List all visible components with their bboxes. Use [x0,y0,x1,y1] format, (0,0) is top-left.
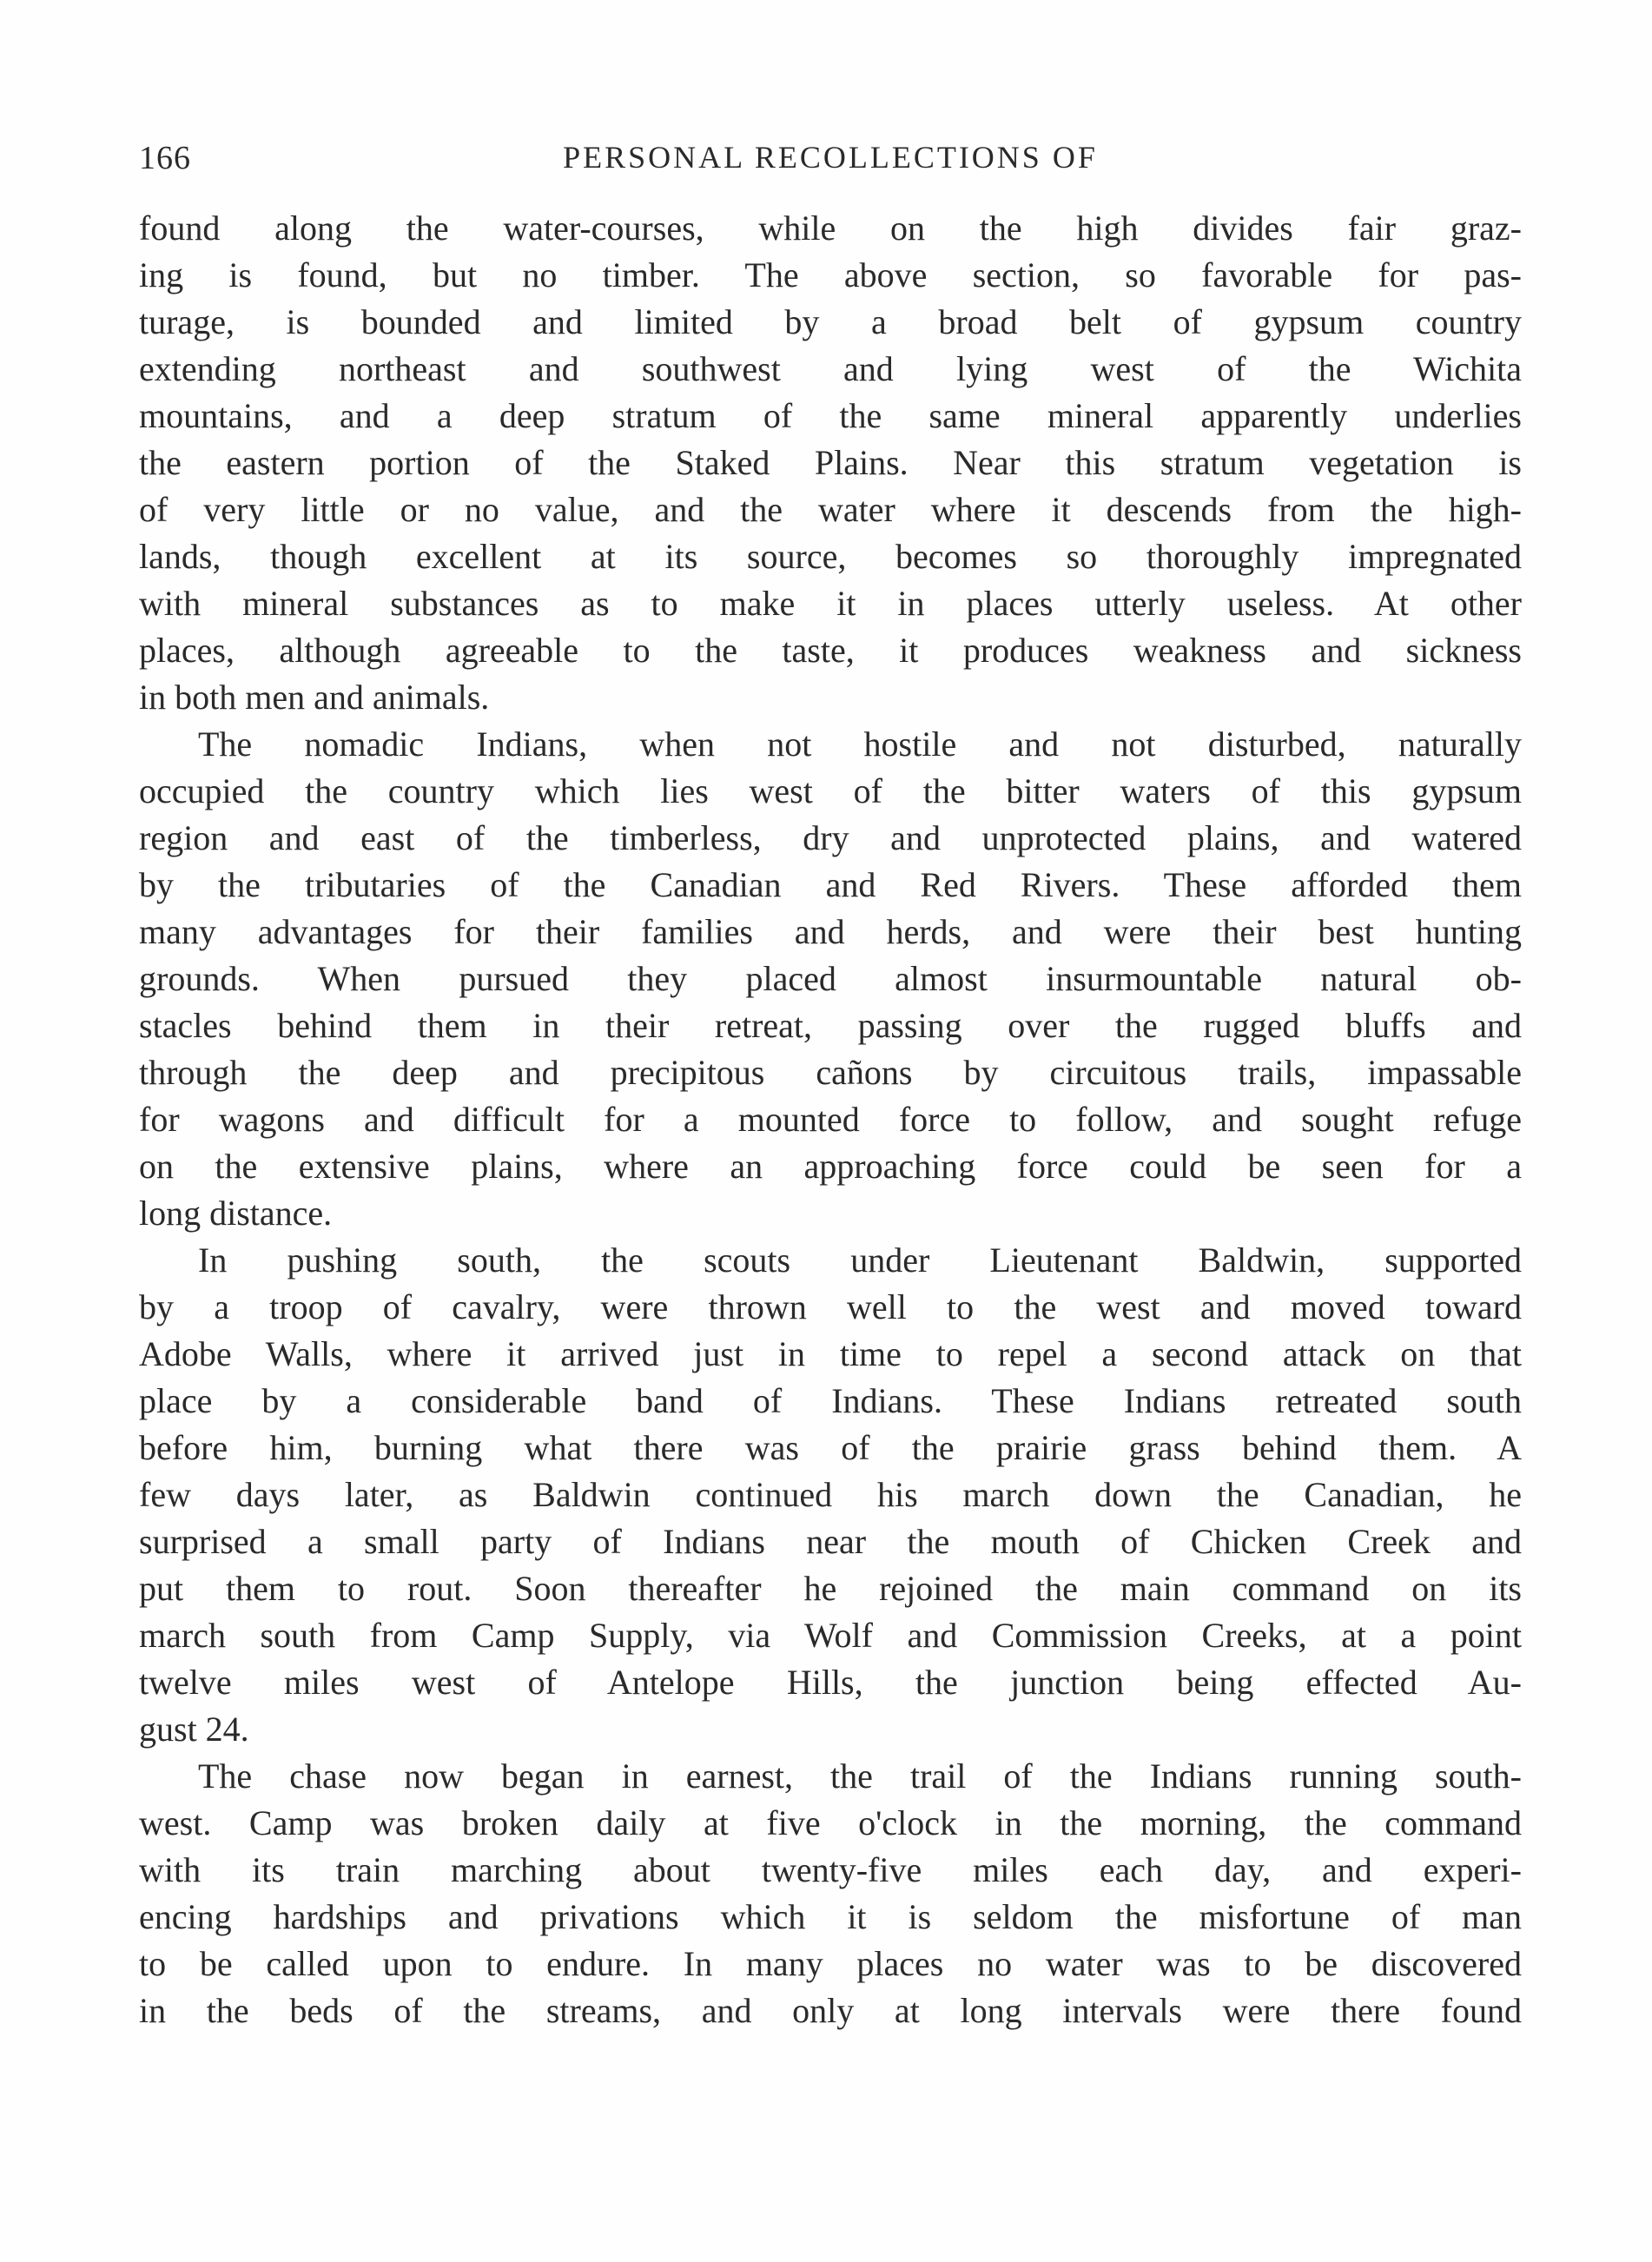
text-line: twelve miles west of Antelope Hills, the junction being effected Au- [139,1663,1522,1702]
text-line: turage, is bounded and limited by a broad belt of gypsum country [139,302,1522,341]
paragraph [139,205,1522,721]
text-line: with mineral substances as to make it in places utterly useless. At other [139,584,1522,623]
text-line: extending northeast and southwest and lying west of the Wichita [139,349,1522,388]
text-line: of very little or no value, and the water where it descends from the high- [139,490,1522,529]
text-line: put them to rout. Soon thereafter he rejoined the main command on its [139,1569,1522,1608]
text-line: many advantages for their families and herds, and were their best hunting [139,912,1522,951]
text-line: occupied the country which lies west of the bitter waters of this gypsum [139,771,1522,810]
paragraph [139,721,1522,1237]
page-number: 166 [139,140,191,176]
text-line: The nomadic Indians, when not hostile and not disturbed, naturally [198,724,1522,764]
paragraph [139,1753,1522,2034]
running-head [139,139,1522,182]
text-line: Adobe Walls, where it arrived just in time to repel a second attack on that [139,1334,1522,1373]
text-line: with its train marching about twenty-five miles each day, and experi- [139,1850,1522,1889]
text-line: stacles behind them in their retreat, passing over the rugged bluffs and [139,1006,1522,1045]
text-line: place by a considerable band of Indians. These Indians retreated south [139,1381,1522,1420]
text-line: by a troop of cavalry, were thrown well to the west and moved toward [139,1287,1522,1326]
text-line: mountains, and a deep stratum of the same mineral apparently underlies [139,396,1522,435]
text-line: gust 24. [139,1710,249,1749]
text-line: surprised a small party of Indians near the mouth of Chicken Creek and [139,1522,1522,1561]
text-line: places, although agreeable to the taste, it produces weakness and sickness [139,631,1522,670]
text-line: through the deep and precipitous cañons by circuitous trails, impassable [139,1053,1522,1092]
text-line: lands, though excellent at its source, becomes so thoroughly impregnated [139,537,1522,576]
text-line: long distance. [139,1194,333,1233]
paragraph [139,1237,1522,1753]
text-line: In pushing south, the scouts under Lieutenant Baldwin, supported [198,1240,1522,1280]
body-text [139,205,1522,2034]
text-line: The chase now began in earnest, the trail of the Indians running south- [198,1756,1522,1796]
text-line: few days later, as Baldwin continued his march down the Canadian, he [139,1475,1522,1514]
text-line: region and east of the timberless, dry and unprotected plains, and watered [139,818,1522,857]
text-line: by the tributaries of the Canadian and Red Rivers. These afforded them [139,865,1522,904]
text-line: ing is found, but no timber. The above section, so favorable for pas- [139,255,1522,294]
text-line: march south from Camp Supply, via Wolf and Commission Creeks, at a point [139,1616,1522,1655]
text-line: west. Camp was broken daily at five o'clock in the morning, the command [139,1803,1522,1842]
text-line: in both men and animals. [139,678,490,717]
text-line: grounds. When pursued they placed almost insurmountable natural ob- [139,959,1522,998]
text-line: for wagons and difficult for a mounted force to follow, and sought refuge [139,1100,1522,1139]
text-line: found along the water-courses, while on the high divides fair graz- [139,208,1522,248]
text-line: the eastern portion of the Staked Plains. Near this stratum vegetation is [139,443,1522,482]
text-line: to be called upon to endure. In many places no water was to be discovered [139,1944,1522,1983]
text-line: on the extensive plains, where an approaching force could be seen for a [139,1147,1522,1186]
text-line: before him, burning what there was of the prairie grass behind them. A [139,1428,1522,1467]
text-line: encing hardships and privations which it is seldom the misfortune of man [139,1897,1522,1936]
text-line: in the beds of the streams, and only at long intervals were there found [139,1991,1522,2030]
running-title: PERSONAL RECOLLECTIONS OF [563,140,1098,175]
